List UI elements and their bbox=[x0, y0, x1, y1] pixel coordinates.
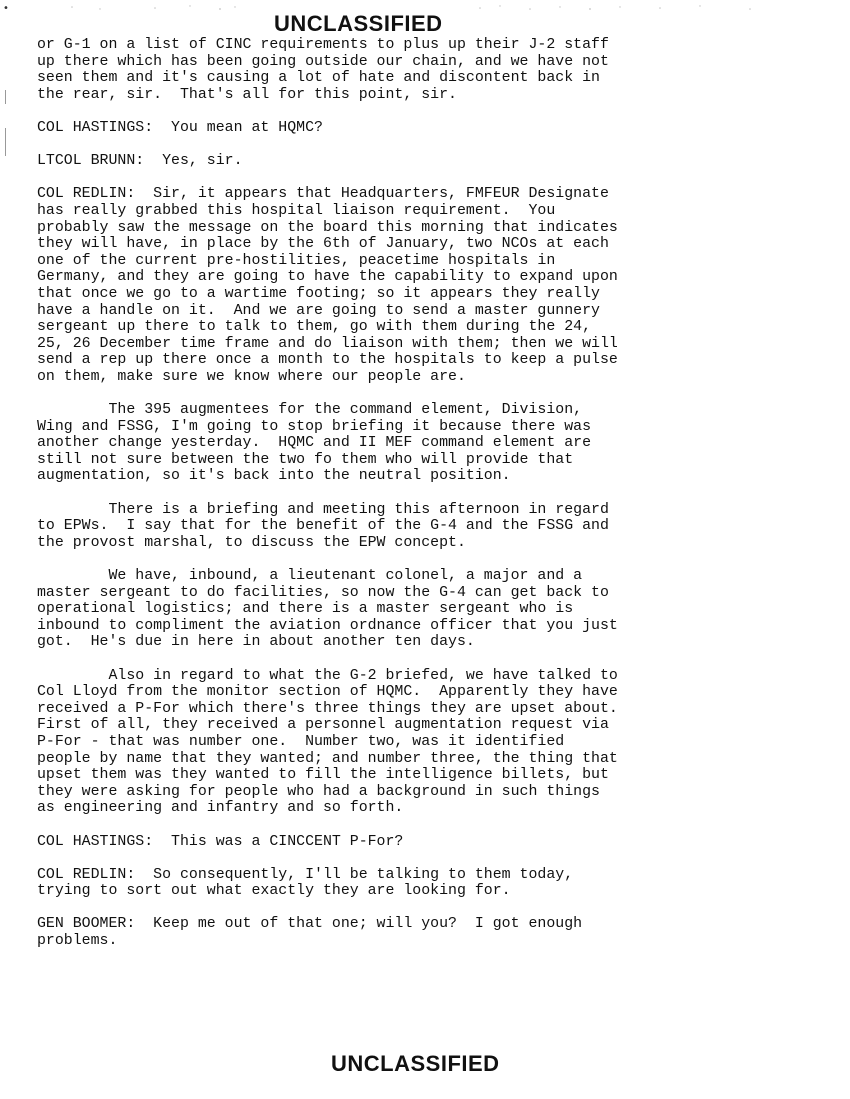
classification-footer: UNCLASSIFIED bbox=[331, 1051, 500, 1076]
paragraph: COL HASTINGS: You mean at HQMC? bbox=[37, 119, 323, 136]
paragraph: GEN BOOMER: Keep me out of that one; will you? I got enough problems. bbox=[37, 916, 583, 950]
paragraph: The 395 augmentees for the command element, Division, Wing and FSSG, I'm going to stop briefing it because there was another change yesterday. HQMC and II MEF command element are still not sure between the two fo them who will provide that augmentation, so it's back into the neutral position. bbox=[37, 402, 592, 485]
paragraph: LTCOL BRUNN: Yes, sir. bbox=[37, 153, 243, 170]
margin-tick bbox=[5, 90, 6, 104]
paragraph: COL HASTINGS: This was a CINCCENT P-For? bbox=[37, 833, 404, 850]
paragraph: COL REDLIN: Sir, it appears that Headquarters, FMFEUR Designate has really grabbed this hospital liaison requirement. You probably saw the message on the board this morning that indicates they will have, in place by the 6th of January, two NCOs at each one of the current pre-hostilities, peacetime hospitals in Germany, and they are going to have the capability to expand upon that once we go to a wartime footing; so it appears they really have a handle on it. And we are going to send a master gunnery sergeant up there to talk to them, go with them during the 24, 25, 26 December time frame and do liaison with them; then we will send a rep up there once a month to the hospitals to keep a pulse on them, make sure we know where our people are. bbox=[37, 186, 618, 385]
margin-tick bbox=[5, 128, 6, 156]
corner-scan-mark: • bbox=[3, 3, 9, 14]
paragraph: Also in regard to what the G-2 briefed, we have talked to Col Lloyd from the monitor section of HQMC. Apparently they have received a P-For which there's three things they are upset about. First of all, they received a personnel augmentation request via P-For - that was number one. Number two, was it identified people by name that they wanted; and number three, the thing that upset them was they wanted to fill the intelligence billets, but they were asking for people who had a background in such things as engineering and infantry and so forth. bbox=[37, 667, 618, 817]
paragraph: or G-1 on a list of CINC requirements to plus up their J-2 staff up there which has been going outside our chain, and we have not seen them and it's causing a lot of hate and discontent back in the rear, sir. That's all for this point, sir. bbox=[37, 37, 609, 103]
classification-header: UNCLASSIFIED bbox=[274, 11, 443, 36]
paragraph: We have, inbound, a lieutenant colonel, a major and a master sergeant to do facilities, so now the G-4 can get back to operational logistics; and there is a master sergeant who is inbound to compliment the aviation ordnance officer that you just got. He's due in here in about another ten days. bbox=[37, 568, 618, 651]
paragraph: There is a briefing and meeting this afternoon in regard to EPWs. I say that for the benefit of the G-4 and the FSSG and the provost marshal, to discuss the EPW concept. bbox=[37, 501, 609, 551]
paragraph: COL REDLIN: So consequently, I'll be talking to them today, trying to sort out what exactly they are looking for. bbox=[37, 866, 574, 900]
document-body bbox=[37, 37, 837, 966]
